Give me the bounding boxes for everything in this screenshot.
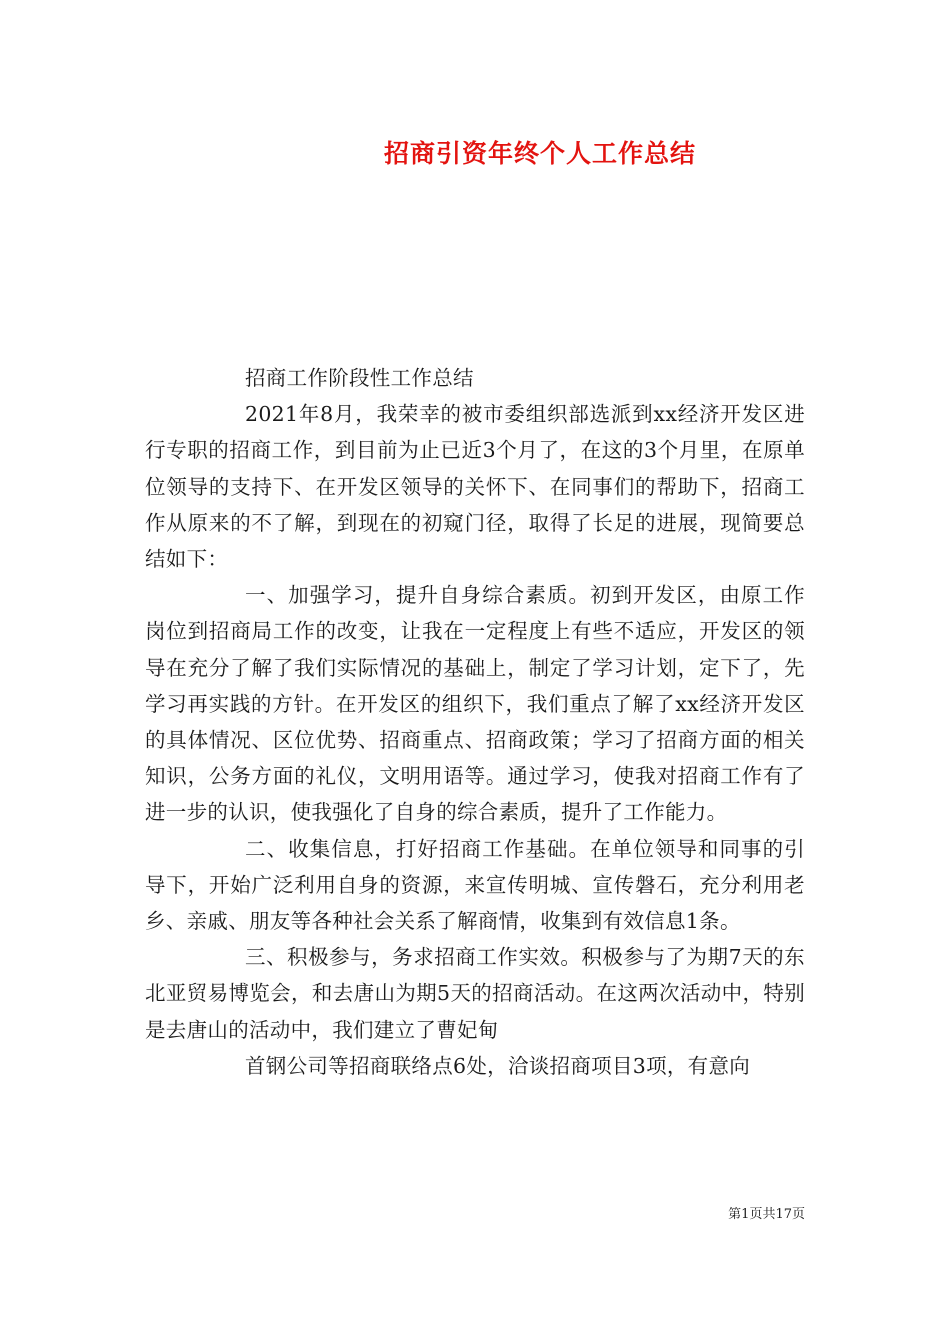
paragraph-study: 一、加强学习，提升自身综合素质。初到开发区，由原工作岗位到招商局工作的改变，让我在一定程度上有些不适应，开发区的领导在充分了解了我们实际情况的基础上，制定了学习计划，定下了，先学习再实践的方针。在开发区的组织下，我们重点了解了xx经济开发区的具体情况、区位优势、招商重点、招商政策；学习了招商方面的相关知识，公务方面的礼仪，文明用语等。通过学习，使我对招商工作有了进一步的认识，使我强化了自身的综合素质，提升了工作能力。 [145,583,805,825]
section-heading: 招商工作阶段性工作总结 [245,366,474,390]
page-number-footer: 第1页共17页 [728,1207,805,1222]
paragraph-participation: 三、积极参与，务求招商工作实效。积极参与了为期7天的东北亚贸易博览会，和去唐山为期5天的招商活动。在这两次活动中，特别是去唐山的活动中，我们建立了曹妃甸 [145,945,805,1042]
document-body [145,360,805,1084]
document-title: 招商引资年终个人工作总结 [383,139,696,168]
paragraph-continuation: 首钢公司等招商联络点6处，洽谈招商项目3项，有意向 [245,1053,751,1078]
paragraph-intro: 2021年8月，我荣幸的被市委组织部选派到xx经济开发区进行专职的招商工作，到目前为止已近3个月了，在这的3个月里，在原单位领导的支持下、在开发区领导的关怀下、在同事们的帮助下，招商工作从原来的不了解，到现在的初窥门径，取得了长足的进展，现简要总结如下： [145,402,805,572]
paragraph-information: 二、收集信息，打好招商工作基础。在单位领导和同事的引导下，开始广泛利用自身的资源，来宣传明城、宣传磐石，充分利用老乡、亲戚、朋友等各种社会关系了解商情，收集到有效信息1条。 [145,836,805,934]
